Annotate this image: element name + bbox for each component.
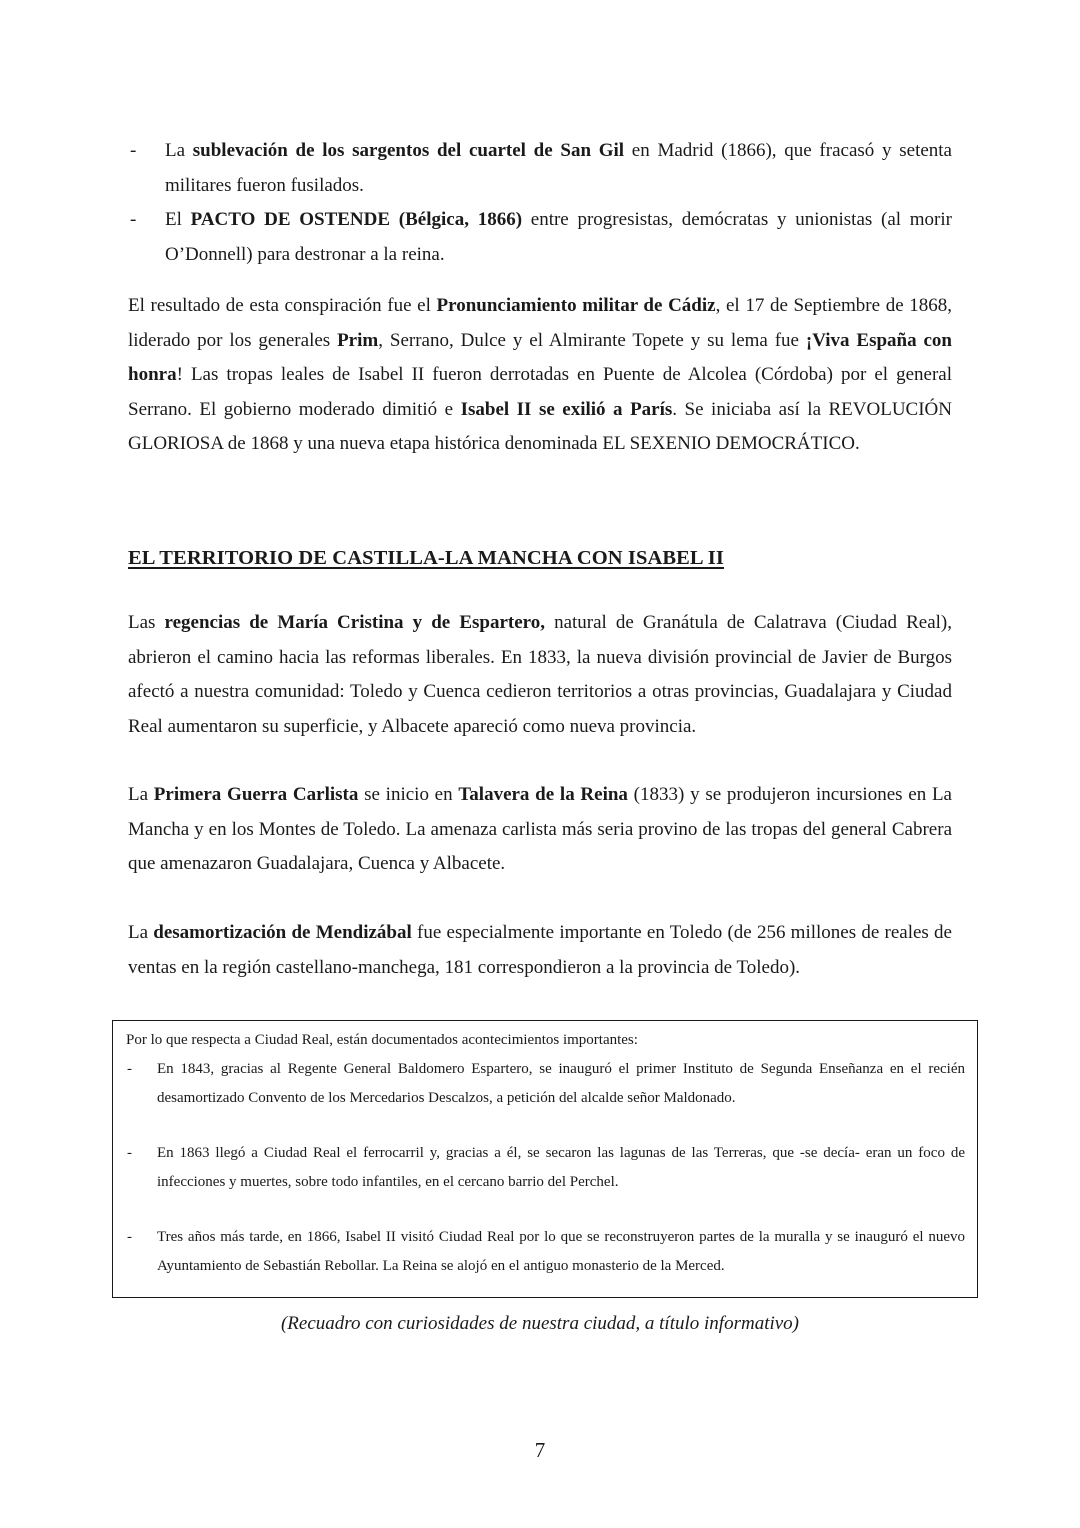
paragraph-result: El resultado de esta conspiración fue el Pronunciamiento militar de Cádiz, el 17 de Septiembre de 1868, liderado por los generales Prim, Serrano, Dulce y el Almirante Topete y su lema fue ¡Viva España con honra! Las tropas leales de Isabel II fueron derrotadas en Puente de Alcolea (Córdoba) por el general Serrano. El gobierno moderado dimitió e Isabel II se exilió a París. Se iniciaba así la REVOLUCIÓN GLORIOSA de 1868 y una nueva etapa histórica denominada EL SEXENIO DEMOCRÁTICO. [128, 295, 953, 454]
curiosities-box [112, 1020, 978, 1298]
bullet-item [128, 203, 952, 272]
bullet-dash: - [130, 140, 137, 161]
paragraph-carlista: La Primera Guerra Carlista se inicio en Talavera de la Reina (1833) y se produjeron incursiones en La Mancha y en los Montes de Toledo. La amenaza carlista más seria provino de las tropas del general Cabrera que amenazaron Guadalajara, Cuenca y Albacete. [128, 784, 952, 874]
box-item-dash: - [127, 1145, 132, 1161]
bullet-list [128, 134, 952, 272]
page-number: 7 [534, 1438, 546, 1462]
bullet-item [128, 134, 952, 203]
box-caption: (Recuadro con curiosidades de nuestra ciudad, a título informativo) [280, 1313, 800, 1334]
box-item [126, 1055, 965, 1112]
paragraph-desamortizacion: La desamortización de Mendizábal fue especialmente importante en Toledo (de 256 millones de reales de ventas en la región castellano-manchega, 181 correspondieron a la provincia de Toledo). [128, 922, 952, 978]
bullet-text: La sublevación de los sargentos del cuartel de San Gil en Madrid (1866), que fracasó y setenta militares fueron fusilados. [165, 140, 952, 196]
box-intro: Por lo que respecta a Ciudad Real, están documentados acontecimientos importantes: [126, 1032, 638, 1048]
box-item-text: En 1843, gracias al Regente General Baldomero Espartero, se inauguró el primer Instituto de Segunda Enseñanza en el recién desamortizado Convento de los Mercedarios Descalzos, a petición del alcalde señor Maldonado. [157, 1061, 965, 1106]
box-item-text: Tres años más tarde, en 1866, Isabel II visitó Ciudad Real por lo que se reconstruyeron partes de la muralla y se inauguró el nuevo Ayuntamiento de Sebastián Rebollar. La Reina se alojó en el antiguo monasterio de la Merced. [157, 1229, 965, 1274]
box-item-dash: - [127, 1229, 132, 1245]
box-item-dash: - [127, 1061, 132, 1077]
bullet-dash: - [130, 209, 137, 230]
bullet-text: El PACTO DE OSTENDE (Bélgica, 1866) entre progresistas, demócratas y unionistas (al morir O’Donnell) para destronar a la reina. [165, 209, 952, 265]
box-item [126, 1223, 965, 1280]
box-item-text: En 1863 llegó a Ciudad Real el ferrocarril y, gracias a él, se secaron las lagunas de las Terreras, que -se decía- eran un foco de infecciones y muertes, sobre todo infantiles, en el cercano barrio del Perchel. [157, 1145, 965, 1190]
box-item [126, 1139, 965, 1196]
section-heading: EL TERRITORIO DE CASTILLA-LA MANCHA CON ISABEL II [128, 547, 724, 569]
paragraph-regencias: Las regencias de María Cristina y de Espartero, natural de Granátula de Calatrava (Ciudad Real), abrieron el camino hacia las reformas liberales. En 1833, la nueva división provincial de Javier de Burgos afectó a nuestra comunidad: Toledo y Cuenca cedieron territorios a otras provincias, Guadalajara y Ciudad Real aumentaron su superficie, y Albacete apareció como nueva provincia. [128, 612, 952, 737]
